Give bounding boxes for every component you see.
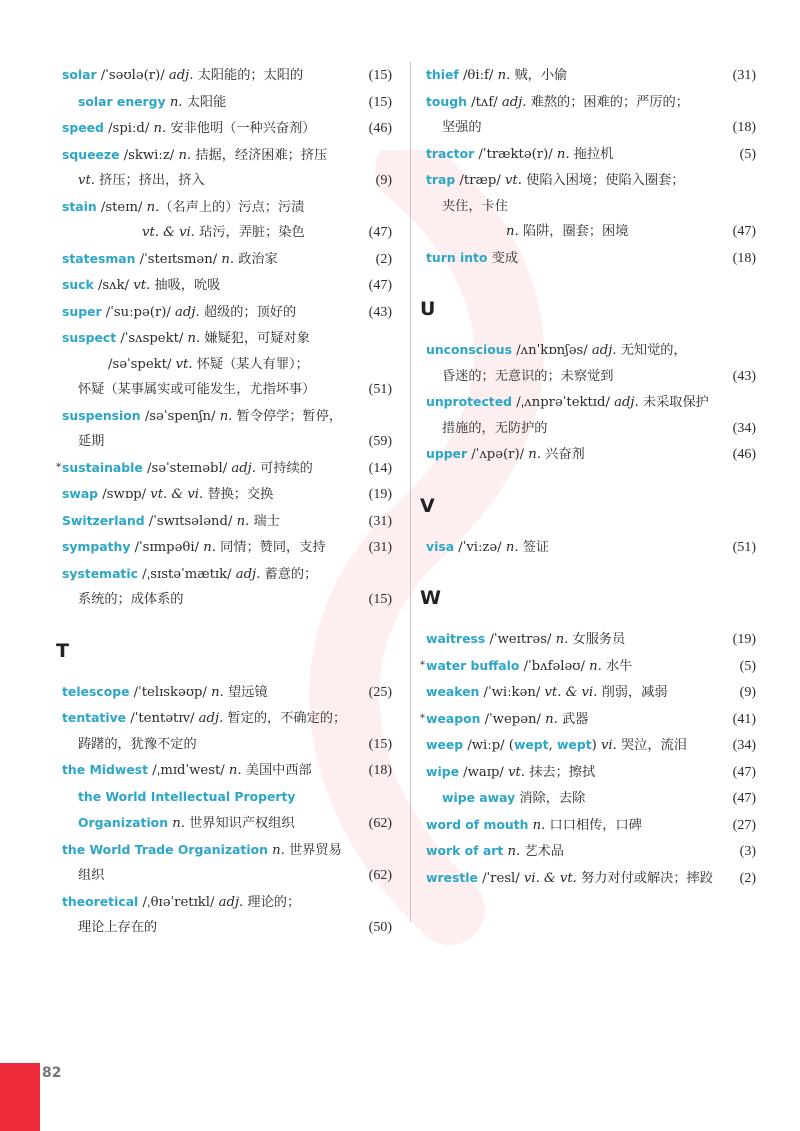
entry-line [62,561,358,588]
dictionary-entry [62,89,392,116]
entry-line [62,915,358,941]
dictionary-entry [62,115,392,142]
headword: unprotected [426,394,513,409]
entry-text: 昏迷的；无意识的；未察觉到 [442,368,614,384]
unit-number: (50) [368,920,392,935]
headword: stain [62,198,97,214]
headword: wipe [426,763,459,779]
entry-text: /ˈtelɪskəʊp/ n. 望远镜 [129,684,268,700]
unit-number: (43) [732,368,756,384]
entry-line [426,626,722,653]
headword: statesman [62,250,136,266]
unit-number: (5) [739,146,756,162]
unit-number: (19) [732,632,756,647]
entry-text: /səˈspenʃn/ n. 暂令停学；暂停， [140,408,343,424]
headword: thief [426,67,459,82]
entry-text: vt. & vi. 玷污，弄脏；染色 [142,225,305,240]
unit-number: (2) [739,870,756,886]
dictionary-entry [426,62,756,89]
entry-text: /ˈtentətɪv/ adj. 暂定的，不确定的； [126,711,347,726]
entry-line [426,679,722,706]
entry-line [62,679,358,706]
entry-text: 变成 [487,250,519,266]
headword: systematic [62,565,138,581]
entry-line [62,732,358,758]
dictionary-entry [426,838,756,865]
entry-text: /ˈsɪmpəθi/ n. 同情；赞同，支持 [130,540,326,555]
new-word-marker: * [420,659,425,671]
dictionary-entry [62,705,392,757]
headword: suspect [62,330,117,345]
entry-text: n. 世界贸易 [272,842,342,858]
dictionary-entry [62,534,392,561]
unit-number: (5) [739,658,756,674]
headword: wipe away [442,790,516,805]
left-column [56,62,392,941]
entry-text: n. 口口相传，口碑 [532,817,642,833]
entry-text: /ˈbʌfələʊ/ n. 水牛 [519,658,633,674]
dictionary-entry [62,889,392,941]
entry-text: n. 世界知识产权组织 [172,816,295,831]
unit-number: (43) [368,304,392,320]
headword: Organization [78,815,169,830]
entry-line [426,653,722,680]
headword: upper [426,446,468,461]
dictionary-entry [426,785,756,812]
entry-line [62,62,358,89]
headword-form: wept [556,737,592,752]
unit-number: (31) [732,68,756,83]
page-number: 82 [42,1065,62,1081]
entry-text: ) vi. 哭泣，流泪 [591,738,687,753]
entry-text: 组织 [78,868,105,883]
unit-number: (18) [368,763,392,778]
entry-line [62,246,358,273]
entry-line [62,168,358,194]
entry-line [426,706,722,733]
headword: sustainable [62,459,143,475]
entry-line [442,785,722,812]
section-letter-u: U [420,298,436,320]
entry-text: /ˈviːzə/ n. 签证 [454,539,550,555]
entries-t-left [62,679,392,941]
entry-text: 措施的，无防护的 [442,420,548,436]
unit-number: (41) [732,711,756,727]
entry-text: /θiːf/ n. 贼，小偷 [458,68,568,83]
unit-number: (46) [368,121,392,136]
unit-number: (46) [732,447,756,462]
headword: telescope [62,683,130,699]
section-letter-t: T [56,639,69,662]
entry-line [62,115,358,142]
entry-line [426,89,722,116]
entry-text: /ˌʌnprəˈtektɪd/ adj. 未采取保护 [512,395,709,410]
entry-text: /ˈʌpə(r)/ n. 兴奋剂 [467,447,585,462]
section-letter-w: W [420,587,441,609]
unit-number: (34) [732,738,756,753]
headword: tough [426,93,467,109]
headword: tractor [426,145,475,161]
entry-line [62,299,358,326]
column-divider [410,62,411,922]
dictionary-entry [62,481,392,508]
unit-number: (47) [368,278,392,293]
dictionary-entry [62,561,392,613]
entry-text: /steɪn/ n.（名声上的）污点；污渍 [96,199,305,215]
entry-line [62,705,358,732]
entry-line [62,889,358,916]
unit-number: (9) [739,685,756,700]
headword: super [62,303,102,319]
dictionary-entry [62,403,392,455]
unit-number: (51) [732,539,756,555]
entry-text: /ˈsuːpə(r)/ adj. 超级的；顶好的 [101,304,297,320]
headword: the Midwest [62,762,149,777]
dictionary-entry [426,759,756,786]
headword: waitress [426,631,486,646]
entry-line [426,441,722,468]
entries-t-right [426,62,756,271]
entry-text: 延期 [78,434,105,449]
unit-number: (18) [732,250,756,266]
entry-text: /ˈweɪtrəs/ n. 女服务员 [485,632,626,647]
entry-line [62,810,358,837]
unit-number: (47) [732,764,756,780]
headword: wrestle [426,869,478,885]
entry-text: 系统的；成体系的 [78,592,184,607]
entry-text: /waɪp/ vt. 抹去；擦拭 [458,764,596,780]
dictionary-entry [62,62,392,89]
entries-s [56,62,392,613]
unit-number: (62) [368,868,392,883]
entry-line [426,194,722,220]
unit-number: (15) [368,94,392,110]
headword: suck [62,277,94,292]
dictionary-entry [420,706,756,733]
headword: Switzerland [62,512,145,528]
dictionary-entry [62,142,392,194]
entry-line [426,141,722,168]
dictionary-entry [426,141,756,168]
headword: word of mouth [426,816,529,832]
entry-line [62,534,358,561]
entry-text: /ˈwepən/ n. 武器 [480,711,589,727]
entry-text: /træp/ vt. 使陷入困境；使陷入圈套； [455,173,685,188]
entry-line [62,508,358,535]
entry-text: /ˈwiːkən/ vt. & vi. 削弱，减弱 [479,685,668,700]
unit-number: (15) [368,592,392,607]
entry-line [426,759,722,786]
headword: the World Trade Organization [62,841,268,857]
entry-line [426,812,722,839]
unit-number: (14) [368,460,392,476]
dictionary-entry [62,757,392,784]
entry-text: /ˌsɪstəˈmætɪk/ adj. 蓄意的； [137,566,318,582]
dictionary-entry [426,337,756,389]
unit-number: (47) [368,225,392,240]
entry-line [426,167,722,194]
headword: speed [62,120,104,135]
headword: the World Intellectual Property [78,788,296,804]
headword: work of art [426,843,504,858]
dictionary-entry [426,679,756,706]
unit-number: (27) [732,817,756,833]
entry-text: /tʌf/ adj. 难熬的；困难的；严厉的； [466,94,689,110]
entry-line [426,534,722,561]
entry-text: n. 太阳能 [169,94,227,110]
entry-text: /sʌk/ vt. 抽吸，吮吸 [93,278,221,293]
dictionary-entry [426,167,756,245]
dictionary-entry [62,299,392,326]
unit-number: (15) [368,736,392,752]
headword-form: wept [513,737,549,752]
entry-text: /ˈswɪtsələnd/ n. 瑞士 [144,513,280,529]
entry-line [62,784,358,811]
unit-number: (47) [732,224,756,239]
entry-line [62,352,358,378]
entry-line [426,732,722,759]
entry-line [426,115,722,141]
entries-u [426,337,756,468]
right-column [420,62,756,891]
dictionary-entry [426,626,756,653]
unit-number: (2) [375,251,392,267]
dictionary-entry [426,441,756,468]
entry-text: 理论上存在的 [78,920,158,935]
headword: unconscious [426,342,512,357]
unit-number: (34) [732,420,756,436]
headword: tentative [62,710,127,725]
entry-line [426,364,722,390]
dictionary-entry [56,455,392,482]
new-word-marker: * [56,461,61,473]
entry-text: 消除，去除 [515,791,586,806]
headword: theoretical [62,893,139,909]
dictionary-entry [62,508,392,535]
entry-text: /skwiːz/ n. 拮据，经济困难；挤压 [119,147,328,163]
entry-text: 怀疑（某事属实或可能发生，尤指坏事） [78,382,316,397]
entry-text: /ˈsteɪtsmən/ n. 政治家 [135,251,278,267]
headword: swap [62,486,99,501]
entry-text: 夹住，卡住 [442,198,508,214]
page-corner-bar [0,1063,40,1131]
entry-text: /wiːp/ ( [463,738,514,753]
dictionary-entry [62,325,392,403]
unit-number: (15) [368,68,392,83]
unit-number: (31) [368,513,392,529]
dictionary-entry [426,534,756,561]
entry-line [426,416,722,442]
dictionary-entry [426,89,756,141]
unit-number: (19) [368,487,392,502]
entry-text: /ˈresl/ vi. & vt. 努力对付或解决；摔跤 [477,870,713,886]
dictionary-entry [62,194,392,246]
entry-line [426,337,722,364]
unit-number: (9) [375,173,392,188]
headword: solar [62,67,97,82]
entry-line [62,429,358,455]
entry-text: /səˈspekt/ vt. 怀疑（某人有罪）； [108,356,309,372]
entry-text: 坚强的 [442,120,482,135]
dictionary-entry [62,679,392,706]
entry-line [62,863,358,889]
entry-line [78,89,358,116]
entry-line [62,455,358,482]
entry-line [62,403,358,430]
entry-line [62,377,358,403]
entry-line [62,194,358,221]
entry-text: /səˈsteɪnəbl/ adj. 可持续的 [142,460,313,476]
entry-line [426,62,722,89]
unit-number: (3) [739,844,756,859]
headword: visa [426,538,455,554]
entry-text: , [548,738,557,753]
dictionary-entry [426,245,756,272]
dictionary-entry [62,246,392,273]
headword: turn into [426,249,488,265]
headword: suspension [62,407,141,423]
unit-number: (51) [368,382,392,397]
entry-line [426,838,722,865]
dictionary-entry [426,865,756,892]
headword: water buffalo [426,657,520,673]
entry-text: /spiːd/ n. 安非他明（一种兴奋剂） [103,121,316,136]
entry-line [62,481,358,508]
entry-text: /ˈsəʊlə(r)/ adj. 太阳能的；太阳的 [96,68,304,83]
dictionary-entry [62,272,392,299]
headword: trap [426,172,456,187]
unit-number: (31) [368,540,392,555]
new-word-marker: * [420,712,425,724]
headword: weep [426,737,464,752]
headword: squeeze [62,146,120,162]
entry-text: /ˈsʌspekt/ n. 嫌疑犯，可疑对象 [116,331,310,346]
entries-w [420,626,756,891]
dictionary-entry [426,812,756,839]
dictionary-entry [62,837,392,889]
section-letter-v: V [420,494,435,517]
entry-line [62,587,358,613]
dictionary-entry [426,389,756,441]
unit-number: (18) [732,120,756,135]
entry-text: /ˈtræktə(r)/ n. 拖拉机 [474,146,614,162]
entry-text: n. 陷阱，圈套；困境 [506,224,629,239]
headword: weapon [426,710,481,726]
entry-text: /ʌnˈkɒnʃəs/ adj. 无知觉的， [512,343,687,358]
unit-number: (62) [368,816,392,831]
entry-line [62,142,358,169]
entry-line [426,389,722,416]
entry-line [426,865,722,892]
entry-text: /ˌθɪəˈretɪkl/ adj. 理论的； [138,894,301,910]
entry-text: vt. 挤压；挤出，挤入 [78,173,205,188]
headword: sympathy [62,539,131,554]
unit-number: (25) [368,684,392,700]
entry-line [62,837,358,864]
unit-number: (59) [368,434,392,449]
dictionary-entry [62,784,392,837]
entry-line [426,219,722,245]
entry-text: /swɒp/ vt. & vi. 替换；交换 [98,487,274,502]
dictionary-entry [426,732,756,759]
dictionary-entry [420,653,756,680]
entry-text: n. 艺术品 [507,844,564,859]
unit-number: (47) [732,791,756,806]
entry-text: /ˌmɪdˈwest/ n. 美国中西部 [148,763,312,778]
entry-line [62,757,358,784]
entry-text: 踌躇的，犹豫不定的 [78,736,197,752]
headword: weaken [426,684,480,699]
headword: solar energy [78,93,166,109]
entry-line [62,325,358,352]
entry-line [426,245,722,272]
entries-v [426,534,756,561]
entry-line [62,220,358,246]
entry-line [62,272,358,299]
